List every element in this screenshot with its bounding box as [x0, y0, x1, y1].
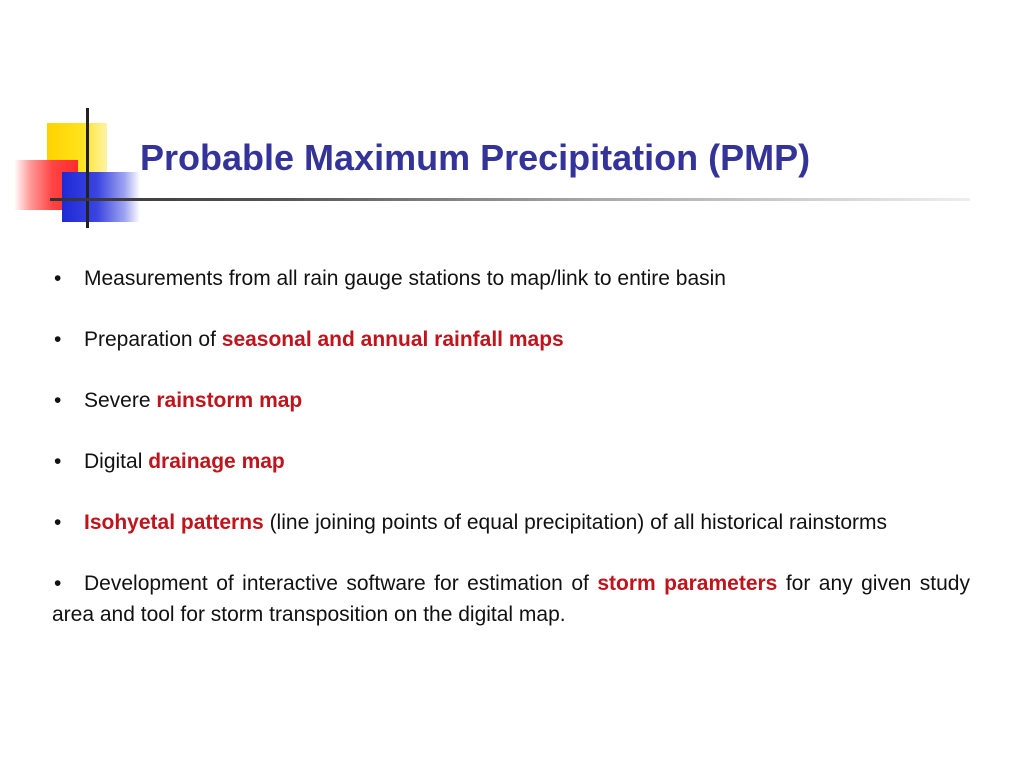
bullet-icon: •	[54, 572, 62, 595]
bullet-item-measurements	[52, 263, 970, 294]
title-underline-rule	[50, 198, 970, 201]
bullet-item-severe	[52, 385, 970, 416]
vertical-rule-decoration	[86, 108, 89, 228]
bullet-icon: •	[54, 450, 62, 473]
bullet-text: Preparation of	[84, 328, 222, 351]
slide-logo-decoration	[0, 0, 160, 240]
blue-square-decoration	[62, 172, 140, 222]
bullet-highlight: seasonal and annual rainfall maps	[221, 328, 564, 351]
bullet-item-preparation	[52, 324, 970, 355]
bullet-icon: •	[54, 267, 62, 290]
bullet-text: Digital	[84, 450, 149, 473]
bullet-text: Development of interactive software for estimation of	[84, 572, 598, 595]
bullet-highlight: storm parameters	[597, 572, 778, 595]
bullet-icon: •	[54, 389, 62, 412]
bullet-list	[52, 263, 970, 630]
bullet-highlight: Isohyetal patterns	[84, 511, 264, 534]
bullet-text: Severe	[84, 389, 157, 412]
bullet-highlight: drainage map	[148, 450, 285, 473]
bullet-icon: •	[54, 511, 62, 534]
bullet-text: Measurements from all rain gauge stations to map/link to entire basin	[84, 267, 726, 290]
bullet-icon: •	[54, 328, 62, 351]
slide-title: Probable Maximum Precipitation (PMP)	[140, 137, 811, 178]
bullet-text-post: for any given study area and tool for storm transposition on the digital map.	[52, 572, 970, 626]
bullet-highlight: rainstorm map	[156, 389, 303, 412]
bullet-text: (line joining points of equal precipitation) of all historical rainstorms	[263, 511, 888, 534]
bullet-item-development	[52, 568, 970, 630]
bullet-item-isohyetal	[52, 507, 970, 538]
bullet-item-digital	[52, 446, 970, 477]
